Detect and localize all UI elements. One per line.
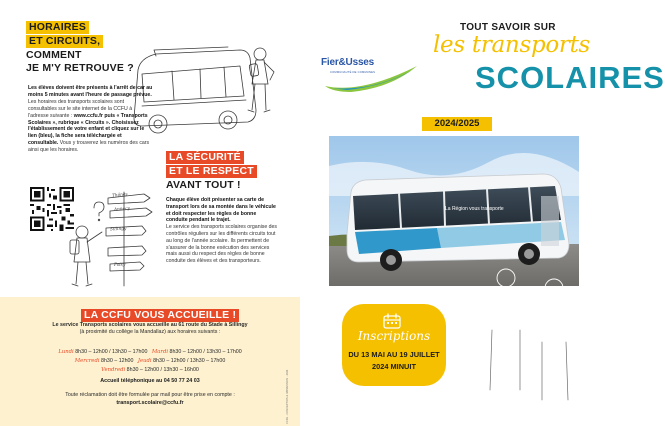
ccfu-intro-line1: Le service Transports scolaires vous accueille au 61 route du Stade à Sillingy bbox=[52, 322, 248, 328]
horaires-text: Les horaires des transports scolaires sont consultables sur le site internet de la CCFU à l'adresse suivante : bbox=[28, 98, 133, 119]
securite-bold-text: Chaque élève doit présenter sa carte de transport lors de sa montée dans le véhicule et doit respecter les règles de bonne conduite pendant le trajet. bbox=[166, 197, 276, 224]
schedule-hours: 8h30 – 12h00 / 13h30 – 17h00 bbox=[169, 349, 242, 355]
schedule-day: Mardi bbox=[151, 349, 169, 355]
bus-side-sign: La Région vous transporte bbox=[445, 206, 504, 212]
ccfu-heading-label: LA CCFU VOUS ACCUEILLE ! bbox=[81, 309, 239, 322]
horaires-paragraph bbox=[28, 85, 153, 154]
horaires-subheading-line2: JE M'Y RETROUVE ? bbox=[26, 62, 134, 74]
horaires-subheading-line1: COMMENT bbox=[26, 49, 82, 61]
inscriptions-title: Inscriptions bbox=[357, 329, 431, 343]
mail-address-link[interactable]: transport.scolaire@ccfu.fr bbox=[116, 400, 184, 406]
bus-photo bbox=[329, 136, 579, 286]
schedule-day: Lundi bbox=[58, 349, 74, 355]
securite-heading bbox=[166, 151, 257, 192]
schedule-row-3 bbox=[14, 367, 286, 373]
schedule-hours: 8h30 – 12h00 bbox=[101, 358, 134, 364]
mail-instruction: Toute réclamation doit être formulée par mail pour être prise en compte : bbox=[65, 392, 235, 398]
school-year-badge: 2024/2025 bbox=[422, 117, 492, 131]
signpost-label-3: Sillingy bbox=[109, 226, 127, 233]
calendar-icon bbox=[382, 313, 402, 329]
ccfu-heading bbox=[81, 309, 239, 322]
print-credit: CCFU · CONCEPTION & IMPRESSION · 2024 bbox=[286, 369, 289, 424]
schedule-day: Jeudi bbox=[137, 358, 152, 364]
horaires-heading-line1: HORAIRES bbox=[26, 21, 89, 34]
ccfu-intro bbox=[14, 322, 286, 336]
horaires-bold-text: Les élèves doivent être présents à l'arrêt de car au moins 5 minutes avant l'heure de passage prévue. bbox=[28, 85, 153, 98]
inscriptions-dates: DU 13 MAI AU 19 JUILLET bbox=[348, 350, 440, 359]
securite-subheading: AVANT TOUT ! bbox=[166, 179, 241, 191]
schedule-day: Mercredi bbox=[74, 358, 100, 364]
securite-heading-line1: LA SÉCURITÉ bbox=[166, 151, 244, 164]
signpost-label-4: Poisy bbox=[114, 263, 126, 268]
phone-contact: Accueil téléphonique au 04 50 77 24 03 bbox=[100, 378, 200, 384]
horaires-end-text: Vous y trouverez les numéros des cars ainsi que les horaires. bbox=[28, 140, 150, 154]
securite-text: Le service des transports scolaires organise des contrôles réguliers sur les différents circuits tout au long de l'année scolaire. Ils permettent de s'assurer de la bonne exécution des services mais aussi du respect des règles de bonne conduite des élèves et des transporteurs. bbox=[166, 224, 278, 265]
securite-heading-line2: ET LE RESPECT bbox=[166, 165, 257, 178]
schedule-hours: 8h30 – 12h00 / 13h30 – 16h00 bbox=[126, 367, 199, 373]
schedule-hours: 8h30 – 12h00 / 13h30 – 17h00 bbox=[75, 349, 148, 355]
schedule-row-1 bbox=[14, 349, 286, 355]
signpost-label-2: Annecy bbox=[113, 206, 131, 213]
inscriptions-deadline: 2024 MINUIT bbox=[372, 362, 416, 371]
horaires-heading bbox=[26, 21, 134, 75]
securite-paragraph bbox=[166, 197, 278, 265]
ccfu-intro-line2: (à proximité du collège la Mandallaz) aux horaires suivants : bbox=[79, 329, 221, 335]
horaires-link-text[interactable]: www.ccfu.fr puis « Transports Scolaires », rubrique « Circuits ». Choisissez l'établissement de votre enfant et cliquez sur le lien (bleu), la fiche sera téléchargée et consultable. bbox=[28, 112, 148, 147]
schedule-hours: 8h30 – 12h00 / 13h30 – 17h00 bbox=[153, 358, 226, 364]
schedule-day: Vendredi bbox=[101, 367, 126, 373]
logo-name: Fier&Usses bbox=[321, 57, 375, 68]
children-sketch-illustration bbox=[462, 266, 588, 414]
horaires-heading-line2: ET CIRCUITS, bbox=[26, 35, 103, 48]
signpost-label-1: Thônes bbox=[111, 192, 128, 199]
title-top: TOUT SAVOIR SUR bbox=[460, 22, 556, 33]
title-script: les transports bbox=[433, 32, 591, 58]
schedule-row-2 bbox=[14, 358, 286, 364]
title-big: SCOLAIRES bbox=[475, 60, 665, 95]
logo-subtitle: COMMUNAUTÉ DE COMMUNES bbox=[330, 71, 376, 74]
